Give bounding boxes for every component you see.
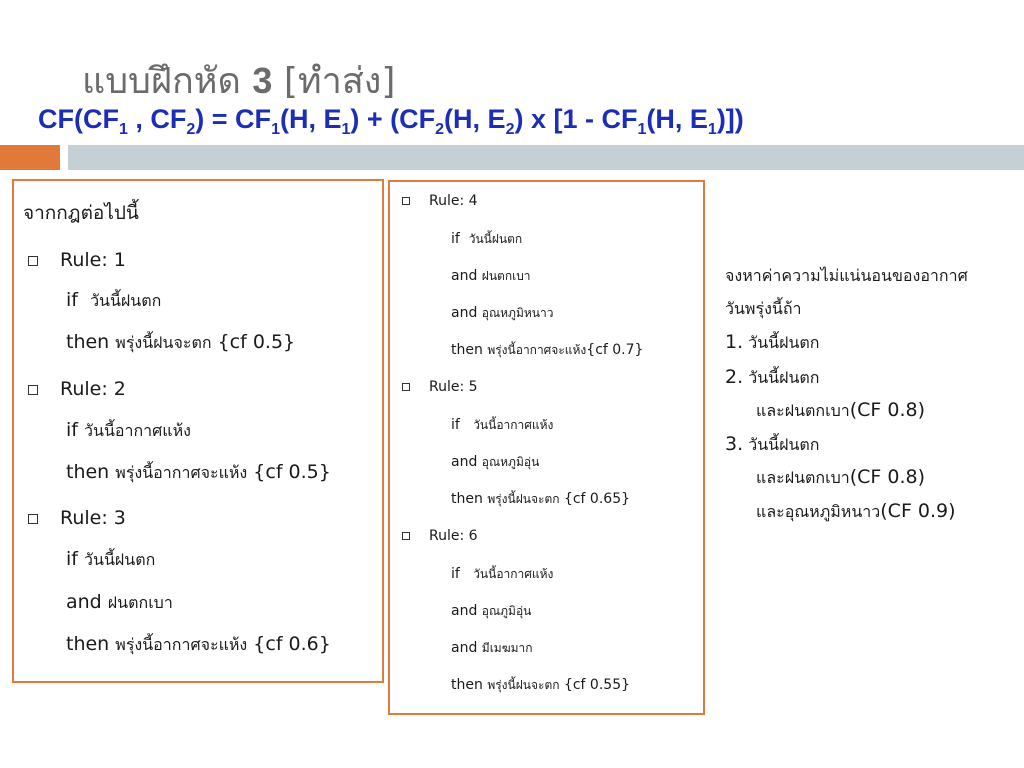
rules-box-left: [12, 179, 384, 683]
bullet-square-icon: [402, 383, 410, 391]
title-thai: แบบฝึกหัด: [82, 61, 241, 102]
title-number: 3: [252, 60, 273, 101]
bullet-square-icon: [402, 532, 410, 540]
question-item-3-sub-2: และอุณหภูมิหนาว(CF 0.9): [756, 500, 956, 522]
slide-title: [82, 52, 395, 109]
bullet-square-icon: [28, 514, 38, 524]
bullet-square-icon: [28, 385, 38, 395]
rule-5-then: then พรุ่งนี้ฝนจะตก {cf 0.65}: [451, 491, 631, 507]
rule-1-then: then พรุ่งนี้ฝนจะตก {cf 0.5}: [66, 331, 296, 353]
question-item-2-sub: และฝนตกเบา(CF 0.8): [756, 399, 925, 421]
rule-2-then: then พรุ่งนี้อากาศจะแห้ง {cf 0.5}: [66, 461, 331, 483]
rule-4-if: if วันนี้ฝนตก: [451, 231, 523, 247]
rule-4-then: then พรุ่งนี้อากาศจะแห้ง{cf 0.7}: [451, 342, 644, 358]
rule-6-and-2: and มีเมฆมาก: [451, 640, 533, 656]
rule-6-and-1: and อุณภูมิอุ่น: [451, 603, 532, 619]
bullet-square-icon: [28, 256, 38, 266]
rule-1-label: Rule: 1: [28, 249, 126, 271]
question-item-3-sub-1: และฝนตกเบา(CF 0.8): [756, 466, 925, 488]
cf-formula: $CF(CF_1$ , $CF_2) = CF_1(H$, $E_1) + (CF_2(H$, $E_2$) x [$1 - CF_1(H$, $E_1$)]): [38, 104, 744, 138]
question-item-1: 1. วันนี้ฝนตก: [725, 331, 820, 353]
bullet-square-icon: [402, 197, 410, 205]
rule-1-if: if วันนี้ฝนตก: [66, 289, 162, 311]
rule-4-label: Rule: 4: [402, 193, 478, 209]
rule-4-and-2: and อุณหภูมิหนาว: [451, 305, 554, 321]
rule-3-then: then พรุ่งนี้อากาศจะแห้ง {cf 0.6}: [66, 633, 331, 655]
accent-bar: [0, 145, 60, 170]
rule-6-then: then พรุ่งนี้ฝนจะตก {cf 0.55}: [451, 677, 631, 693]
question-line-2: วันพรุ่งนี้ถ้า: [725, 299, 802, 318]
rule-4-and-1: and ฝนตกเบา: [451, 268, 531, 284]
rule-2-if: if วันนี้อากาศแห้ง: [66, 419, 191, 441]
question-item-3: 3. วันนี้ฝนตก: [725, 433, 820, 455]
question-line-1: จงหาค่าความไม่แน่นอนของอากาศ: [725, 266, 968, 285]
rule-5-label: Rule: 5: [402, 379, 478, 395]
rule-6-label: Rule: 6: [402, 528, 478, 544]
rule-3-label: Rule: 3: [28, 507, 126, 529]
rules-box-middle: [388, 180, 705, 715]
rule-5-if: if วันนี้อากาศแห้ง: [451, 417, 554, 433]
rule-5-and: and อุณหภูมิอุ่น: [451, 454, 540, 470]
question-item-2: 2. วันนี้ฝนตก: [725, 366, 820, 388]
divider-bar: [68, 145, 1024, 170]
rule-6-if: if วันนี้อากาศแห้ง: [451, 566, 554, 582]
rule-2-label: Rule: 2: [28, 378, 126, 400]
intro-text: จากกฎต่อไปนี้: [23, 202, 139, 224]
rule-3-and: and ฝนตกเบา: [66, 591, 173, 613]
title-bracket: [ทำส่ง]: [283, 61, 396, 102]
rule-3-if: if วันนี้ฝนตก: [66, 548, 156, 570]
